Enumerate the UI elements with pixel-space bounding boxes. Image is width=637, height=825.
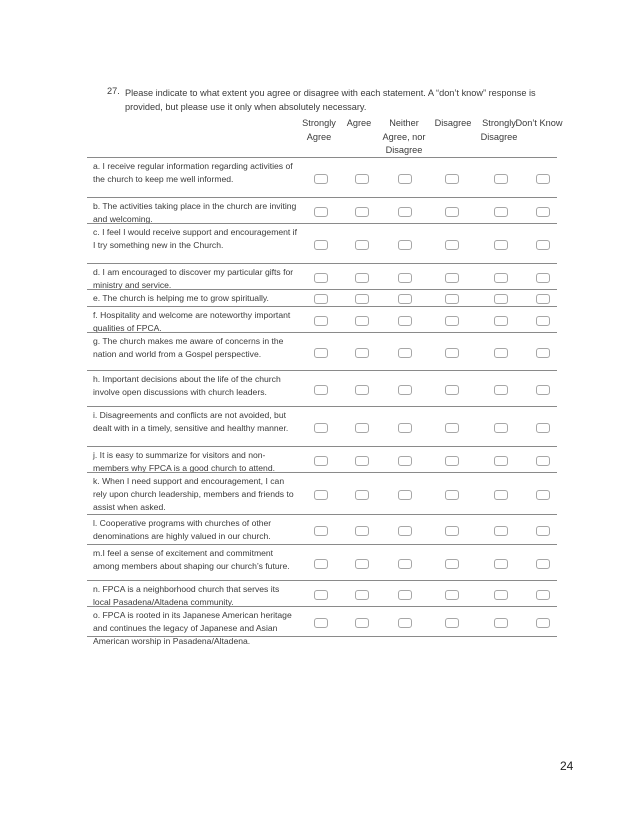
response-box-strongly-disagree[interactable] [494, 559, 508, 569]
response-box-agree[interactable] [355, 423, 369, 433]
statement-text: n. FPCA is a neighborhood church that serves its local Pasadena/Altadena community. [93, 584, 280, 607]
response-box-strongly-agree[interactable] [314, 456, 328, 466]
response-box-agree[interactable] [355, 316, 369, 326]
statement-row [87, 289, 557, 306]
response-box-neither[interactable] [398, 618, 412, 628]
response-box-strongly-disagree[interactable] [494, 526, 508, 536]
response-box-neither[interactable] [398, 559, 412, 569]
response-box-dont-know[interactable] [536, 385, 550, 395]
response-box-disagree[interactable] [445, 423, 459, 433]
response-box-strongly-agree[interactable] [314, 618, 328, 628]
statement-row [87, 223, 557, 263]
statement-text: o. FPCA is rooted in its Japanese American heritage and continues the legacy of Japanese and Asian American worship in Pasadena/Altadena. [93, 610, 292, 646]
response-box-strongly-agree[interactable] [314, 423, 328, 433]
response-box-strongly-disagree[interactable] [494, 294, 508, 304]
response-box-strongly-agree[interactable] [314, 385, 328, 395]
response-box-neither[interactable] [398, 294, 412, 304]
statement-text: h. Important decisions about the life of the church involve open discussions with church leaders. [93, 374, 281, 397]
statement-row [87, 332, 557, 370]
response-box-dont-know[interactable] [536, 590, 550, 600]
response-box-dont-know[interactable] [536, 348, 550, 358]
response-box-disagree[interactable] [445, 207, 459, 217]
statement-row [87, 472, 557, 514]
response-box-disagree[interactable] [445, 316, 459, 326]
response-box-neither[interactable] [398, 490, 412, 500]
response-box-strongly-agree[interactable] [314, 294, 328, 304]
response-box-strongly-disagree[interactable] [494, 618, 508, 628]
statement-row [87, 446, 557, 472]
response-box-disagree[interactable] [445, 294, 459, 304]
response-box-neither[interactable] [398, 240, 412, 250]
response-box-neither[interactable] [398, 526, 412, 536]
response-box-strongly-disagree[interactable] [494, 348, 508, 358]
response-box-disagree[interactable] [445, 618, 459, 628]
statement-row [87, 370, 557, 406]
response-box-disagree[interactable] [445, 559, 459, 569]
response-box-strongly-disagree[interactable] [494, 423, 508, 433]
statement-text: i. Disagreements and conflicts are not avoided, but dealt with in a timely, sensitive and healthy manner. [93, 410, 289, 433]
statement-row [87, 263, 557, 289]
response-box-strongly-agree[interactable] [314, 316, 328, 326]
statement-text: d. I am encouraged to discover my particular gifts for ministry and service. [93, 267, 294, 290]
response-box-neither[interactable] [398, 348, 412, 358]
question-number: 27. [107, 86, 120, 96]
response-box-agree[interactable] [355, 385, 369, 395]
statement-row [87, 514, 557, 544]
statement-table [87, 157, 557, 646]
response-box-strongly-agree[interactable] [314, 348, 328, 358]
scale-header-strongly-disagree: Strongly Disagree [480, 118, 518, 142]
response-box-strongly-disagree[interactable] [494, 456, 508, 466]
statement-row [87, 157, 557, 197]
response-box-agree[interactable] [355, 294, 369, 304]
statement-text: g. The church makes me aware of concerns in the nation and world from a Gospel perspective. [93, 336, 284, 359]
statement-text: a. I receive regular information regarding activities of the church to keep me well informed. [93, 161, 293, 184]
response-box-strongly-agree[interactable] [314, 559, 328, 569]
response-box-disagree[interactable] [445, 526, 459, 536]
statement-text: f. Hospitality and welcome are noteworthy important qualities of FPCA. [93, 310, 291, 333]
response-box-dont-know[interactable] [536, 294, 550, 304]
response-box-dont-know[interactable] [536, 316, 550, 326]
response-box-strongly-disagree[interactable] [494, 385, 508, 395]
response-box-dont-know[interactable] [536, 456, 550, 466]
response-box-agree[interactable] [355, 526, 369, 536]
response-box-agree[interactable] [355, 273, 369, 283]
statement-text: m.I feel a sense of excitement and commitment among members about shaping our church’s future. [93, 548, 290, 571]
response-box-strongly-disagree[interactable] [494, 490, 508, 500]
response-box-strongly-agree[interactable] [314, 273, 328, 283]
scale-header-strongly-agree: Strongly Agree [302, 118, 336, 142]
response-box-dont-know[interactable] [536, 207, 550, 217]
statement-text: l. Cooperative programs with churches of other denominations are highly valued in our church. [93, 518, 272, 541]
question-prompt: Please indicate to what extent you agree or disagree with each statement. A “don’t know” response is provided, but please use it only when absolutely necessary. [125, 88, 536, 112]
response-box-neither[interactable] [398, 456, 412, 466]
response-box-strongly-disagree[interactable] [494, 273, 508, 283]
response-box-dont-know[interactable] [536, 273, 550, 283]
response-box-strongly-agree[interactable] [314, 174, 328, 184]
response-box-disagree[interactable] [445, 240, 459, 250]
response-box-strongly-disagree[interactable] [494, 174, 508, 184]
statement-row [87, 306, 557, 332]
response-box-agree[interactable] [355, 590, 369, 600]
response-box-strongly-agree[interactable] [314, 590, 328, 600]
response-box-strongly-disagree[interactable] [494, 316, 508, 326]
response-box-strongly-disagree[interactable] [494, 240, 508, 250]
response-box-disagree[interactable] [445, 490, 459, 500]
response-box-agree[interactable] [355, 618, 369, 628]
scale-header-dont-know: Don’t Know [515, 118, 563, 128]
response-box-dont-know[interactable] [536, 174, 550, 184]
statement-row [87, 406, 557, 446]
response-box-dont-know[interactable] [536, 490, 550, 500]
response-box-agree[interactable] [355, 207, 369, 217]
response-box-neither[interactable] [398, 590, 412, 600]
statement-text: e. The church is helping me to grow spiritually. [93, 293, 269, 303]
response-box-neither[interactable] [398, 273, 412, 283]
response-box-strongly-agree[interactable] [314, 240, 328, 250]
response-box-strongly-disagree[interactable] [494, 207, 508, 217]
response-box-disagree[interactable] [445, 348, 459, 358]
table-bottom-rule [87, 636, 557, 637]
response-box-dont-know[interactable] [536, 526, 550, 536]
scale-header-agree: Agree [346, 118, 372, 128]
statement-text: b. The activities taking place in the church are inviting and welcoming. [93, 201, 297, 224]
response-box-dont-know[interactable] [536, 559, 550, 569]
response-box-agree[interactable] [355, 456, 369, 466]
scale-header-neither: Neither Agree, nor Disagree [382, 118, 426, 155]
response-box-strongly-agree[interactable] [314, 207, 328, 217]
statement-text: k. When I need support and encouragement, I can rely upon church leadership, members and friends to assist when asked. [93, 476, 294, 512]
response-box-disagree[interactable] [445, 385, 459, 395]
response-box-disagree[interactable] [445, 590, 459, 600]
response-box-agree[interactable] [355, 240, 369, 250]
response-box-neither[interactable] [398, 207, 412, 217]
response-box-dont-know[interactable] [536, 618, 550, 628]
response-box-neither[interactable] [398, 174, 412, 184]
response-box-dont-know[interactable] [536, 423, 550, 433]
response-box-agree[interactable] [355, 348, 369, 358]
statement-text: j. It is easy to summarize for visitors and non-members why FPCA is a good church to attend. [93, 450, 275, 473]
response-box-agree[interactable] [355, 559, 369, 569]
statement-row [87, 606, 557, 646]
statement-row [87, 580, 557, 606]
statement-text: c. I feel I would receive support and encouragement if I try something new in the Church. [93, 227, 297, 250]
response-box-agree[interactable] [355, 490, 369, 500]
statement-row [87, 197, 557, 223]
response-box-disagree[interactable] [445, 456, 459, 466]
response-box-disagree[interactable] [445, 273, 459, 283]
page-number: 24 [560, 759, 574, 773]
scale-header-disagree: Disagree [434, 118, 472, 128]
response-box-dont-know[interactable] [536, 240, 550, 250]
response-box-strongly-disagree[interactable] [494, 590, 508, 600]
response-box-strongly-agree[interactable] [314, 526, 328, 536]
response-box-disagree[interactable] [445, 174, 459, 184]
response-box-agree[interactable] [355, 174, 369, 184]
response-box-strongly-agree[interactable] [314, 490, 328, 500]
statement-row [87, 544, 557, 580]
response-box-neither[interactable] [398, 385, 412, 395]
response-box-neither[interactable] [398, 423, 412, 433]
response-box-neither[interactable] [398, 316, 412, 326]
